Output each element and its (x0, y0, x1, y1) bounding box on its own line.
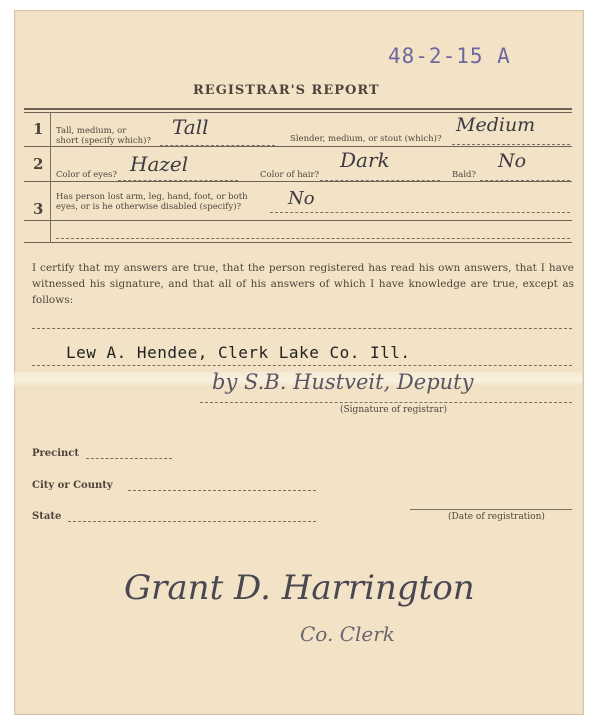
row3-answer1-line (270, 212, 570, 213)
row-divider-3 (24, 220, 572, 221)
row3-question1-line1: Has person lost arm, leg, hand, foot, or both (56, 192, 248, 202)
city-county-label: City or County (32, 480, 113, 491)
number-column-divider (50, 112, 51, 242)
certification-text: I certify that my answers are true, that the person registered has read his own answers, that I have witnessed his signature, and that all of his answers of which I have knowledge are true, except as follows: (32, 262, 574, 306)
row-number-2: 2 (33, 155, 44, 173)
typed-name-line (32, 365, 572, 366)
signature-line (200, 402, 572, 403)
typed-registrar-name: Lew A. Hendee, Clerk Lake Co. Ill. (66, 343, 411, 362)
date-caption: (Date of registration) (448, 512, 545, 522)
precinct-label: Precinct (32, 448, 80, 459)
state-label: State (32, 511, 62, 522)
row2-answer3: No (498, 150, 527, 172)
exceptions-line (32, 328, 572, 329)
row-number-3: 3 (33, 200, 44, 218)
row2-question2: Color of hair? (260, 170, 320, 180)
form-title: REGISTRAR'S REPORT (193, 83, 380, 98)
row3-question1-line2: eyes, or is he otherwise disabled (specify)? (56, 202, 242, 212)
row3-extra-line (56, 238, 570, 239)
row1-question2: Slender, medium, or stout (which)? (290, 134, 442, 144)
clerk-signature: Grant D. Harrington (124, 568, 475, 608)
clerk-title: Co. Clerk (300, 622, 395, 646)
row1-answer2-line (452, 144, 570, 145)
row1-question1-line2: short (specify which)? (56, 136, 151, 146)
row1-answer1: Tall (172, 115, 209, 139)
table-top-rule (24, 108, 572, 110)
date-line (410, 509, 572, 510)
row2-answer1-line (118, 180, 238, 181)
precinct-line (86, 458, 172, 459)
row2-question1: Color of eyes? (56, 170, 117, 180)
row-divider-1 (24, 146, 572, 147)
row1-question1-line1: Tall, medium, or (56, 126, 127, 136)
row2-answer2: Dark (340, 148, 390, 172)
row1-answer1-line (160, 145, 275, 146)
state-line (68, 521, 316, 522)
row-divider-2 (24, 181, 572, 182)
serial-number-stamp: 48-2-15 A (388, 44, 511, 68)
row2-answer3-line (480, 180, 570, 181)
row2-answer1: Hazel (130, 152, 189, 176)
row-number-1: 1 (33, 120, 44, 138)
city-county-line (128, 490, 316, 491)
table-top-rule-inner (24, 112, 572, 113)
row1-answer2: Medium (456, 114, 536, 136)
registrar-signature: by S.B. Hustveit, Deputy (212, 370, 474, 394)
row2-answer2-line (320, 180, 440, 181)
row2-question3: Bald? (452, 170, 477, 180)
signature-caption: (Signature of registrar) (340, 405, 447, 415)
row3-answer1: No (288, 188, 315, 209)
table-bottom-rule (24, 242, 572, 243)
